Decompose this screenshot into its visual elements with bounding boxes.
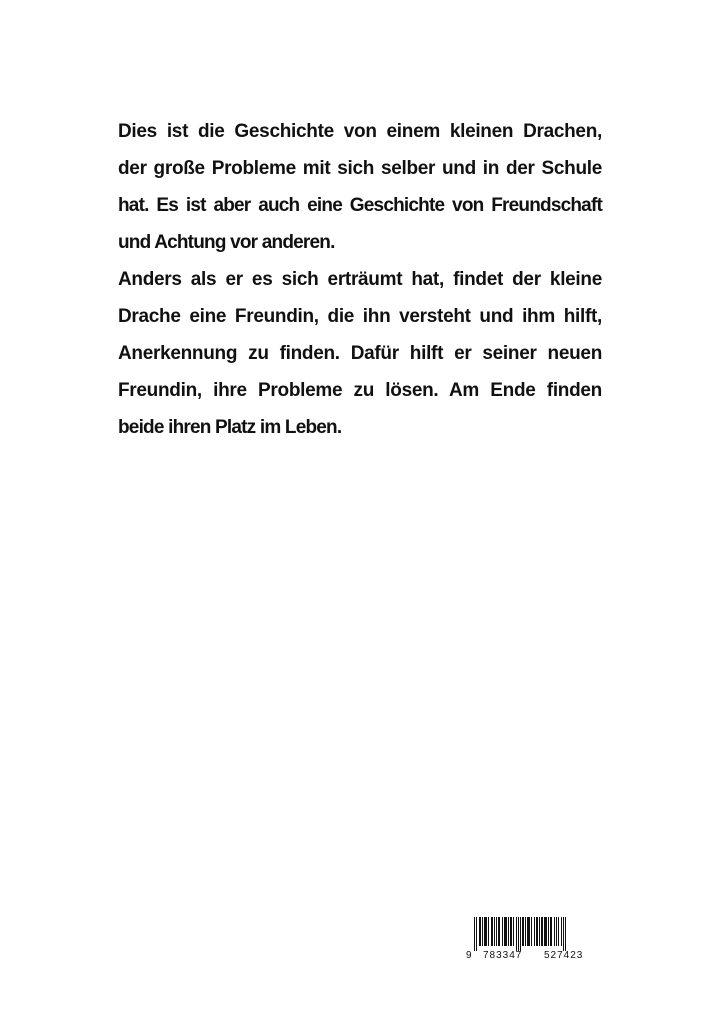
barcode-bar (561, 917, 562, 946)
blurb-line-7: Anerkennung zu finden. Dafür hilft er seiner neuen (118, 343, 602, 364)
blurb-line-5: Anders als er es sich erträumt hat, findet der kleine (118, 269, 602, 290)
barcode-digit-first: 9 (466, 950, 472, 961)
isbn-barcode (466, 917, 602, 965)
barcode-digits-right: 527423 (544, 950, 584, 961)
barcode-bar (534, 917, 535, 946)
barcode-bar (527, 917, 530, 946)
barcode-bar (550, 917, 552, 946)
barcode-bar (476, 917, 477, 951)
barcode-bar (536, 917, 538, 946)
barcode-bar (518, 917, 519, 951)
barcode-bar (516, 917, 517, 951)
barcode-bar (513, 917, 514, 946)
blurb-line-1: Dies ist die Geschichte von einem kleinen Drachen, (118, 121, 602, 142)
barcode-digits-left: 783347 (483, 950, 523, 961)
barcode-bar (565, 917, 566, 951)
back-cover-blurb (118, 113, 602, 446)
blurb-line-8: Freundin, ihre Probleme zu lösen. Am Ende finden (118, 380, 602, 401)
barcode-bar (539, 917, 540, 946)
barcode-bar (484, 917, 487, 946)
barcode-bar (558, 917, 559, 946)
blurb-line-3: hat. Es ist aber auch eine Geschichte von Freundschaft (118, 195, 602, 216)
barcode-bar (502, 917, 503, 946)
barcode-bar (522, 917, 524, 946)
barcode-bar (491, 917, 493, 946)
barcode-bar (488, 917, 489, 946)
blurb-line-2: der große Probleme mit sich selber und in der Schule (118, 158, 602, 179)
blurb-line-4: und Achtung vor anderen. (118, 232, 335, 253)
barcode-bar (548, 917, 549, 946)
barcode-bar (498, 917, 500, 946)
blurb-line-9: beide ihren Platz im Leben. (118, 417, 342, 438)
barcode-bar (525, 917, 526, 946)
barcode-bar (474, 917, 475, 951)
barcode-bar (541, 917, 543, 946)
barcode-bar (504, 917, 507, 946)
barcode-bar (496, 917, 497, 946)
barcode-bar (510, 917, 512, 946)
barcode-bar (479, 917, 481, 946)
barcode-bar (544, 917, 547, 946)
barcode-bar (508, 917, 509, 946)
barcode-bar (520, 917, 521, 951)
barcode-bar (531, 917, 532, 946)
barcode-bar (494, 917, 495, 946)
barcode-bar (554, 917, 555, 946)
barcode-bar (556, 917, 557, 946)
barcode-bar (482, 917, 483, 946)
blurb-line-6: Drache eine Freundin, die ihn versteht und ihm hilft, (118, 306, 602, 327)
barcode-bars (466, 917, 602, 951)
barcode-bar (563, 917, 564, 951)
